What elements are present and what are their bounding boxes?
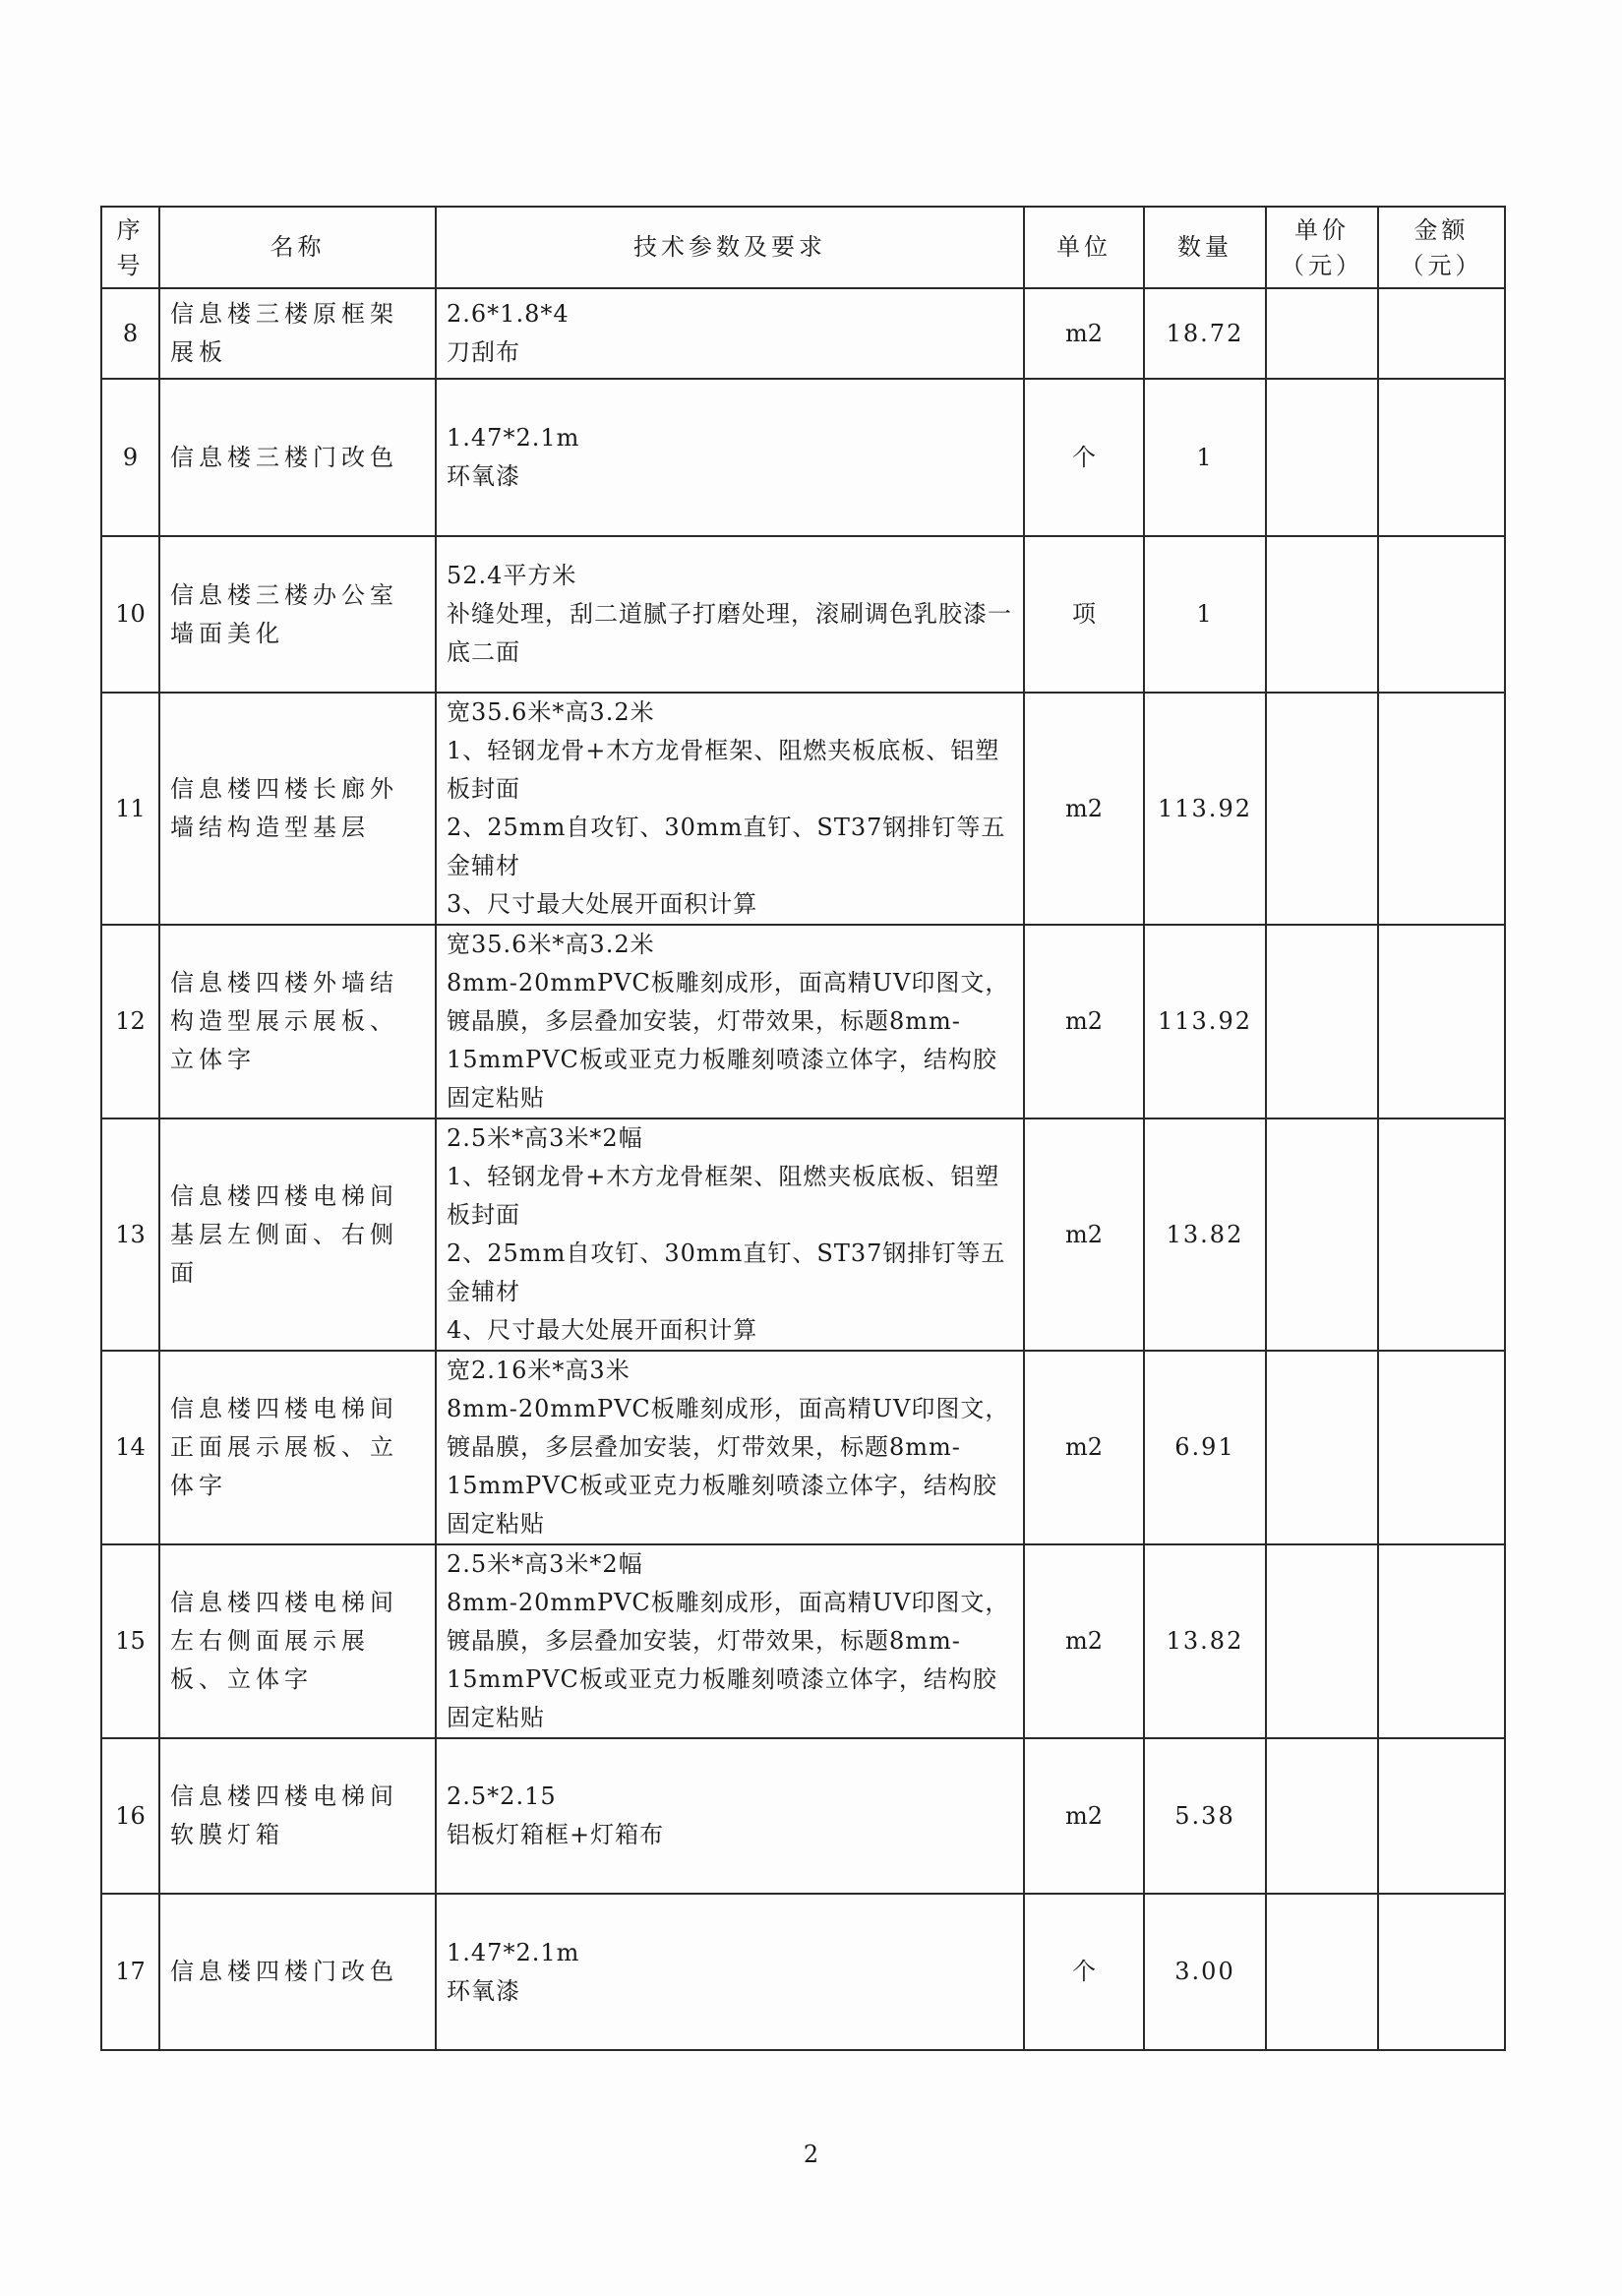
row-unit-price — [1266, 925, 1378, 1118]
row-seq: 17 — [101, 1894, 159, 2050]
row-name: 信息楼四楼外墙结构造型展示展板、立体字 — [159, 925, 436, 1118]
row-name: 信息楼四楼电梯间软膜灯箱 — [159, 1738, 436, 1894]
table-row — [101, 379, 1505, 536]
row-spec — [436, 379, 1024, 536]
row-unit-price — [1266, 288, 1378, 379]
row-seq: 12 — [101, 925, 159, 1118]
row-seq: 15 — [101, 1544, 159, 1738]
row-spec — [436, 1544, 1024, 1738]
row-unit: m2 — [1024, 693, 1144, 925]
row-unit: 项 — [1024, 536, 1144, 693]
spec-line: 1.47*2.1m — [447, 424, 580, 452]
row-seq: 14 — [101, 1351, 159, 1544]
row-quantity: 6.91 — [1144, 1351, 1266, 1544]
row-spec — [436, 1118, 1024, 1351]
row-unit: 个 — [1024, 1894, 1144, 2050]
row-amount — [1378, 1118, 1505, 1351]
row-seq: 16 — [101, 1738, 159, 1894]
header-seq: 序 号 — [101, 207, 159, 288]
row-unit-price — [1266, 1544, 1378, 1738]
spec-line: 3、尺寸最大处展开面积计算 — [447, 890, 758, 918]
row-amount — [1378, 536, 1505, 693]
row-unit-price — [1266, 1118, 1378, 1351]
row-unit: m2 — [1024, 925, 1144, 1118]
spec-line: 1、轻钢龙骨+木方龙骨框架、阻燃夹板底板、铝塑板封面 — [447, 737, 1000, 803]
spec-line: 宽35.6米*高3.2米 — [447, 698, 655, 726]
row-seq: 11 — [101, 693, 159, 925]
table-row — [101, 1118, 1505, 1351]
table-header-row — [101, 207, 1505, 288]
spec-line: 8mm-20mmPVC板雕刻成形，面高精UV印图文，镀晶膜，多层叠加安装，灯带效果，标题8mm-15mmPVC板或亚克力板雕刻喷漆立体字，结构胶固定粘贴 — [447, 1395, 1010, 1538]
row-unit-price — [1266, 1894, 1378, 2050]
row-unit: m2 — [1024, 288, 1144, 379]
header-name: 名称 — [159, 207, 436, 288]
row-spec — [436, 288, 1024, 379]
row-quantity: 18.72 — [1144, 288, 1266, 379]
table-row — [101, 693, 1505, 925]
spec-line: 2.5米*高3米*2幅 — [447, 1124, 643, 1152]
spec-line: 宽35.6米*高3.2米 — [447, 931, 655, 958]
spec-line: 1.47*2.1m — [447, 1938, 580, 1966]
table-row — [101, 925, 1505, 1118]
row-name: 信息楼四楼电梯间基层左侧面、右侧面 — [159, 1118, 436, 1351]
row-quantity: 1 — [1144, 536, 1266, 693]
row-unit: m2 — [1024, 1351, 1144, 1544]
header-amount: 金额 （元） — [1378, 207, 1505, 288]
table-row — [101, 288, 1505, 379]
table-row — [101, 1738, 1505, 1894]
header-unit: 单位 — [1024, 207, 1144, 288]
table-row — [101, 536, 1505, 693]
spec-line: 补缝处理，刮二道腻子打磨处理，滚刷调色乳胶漆一底二面 — [447, 600, 1012, 666]
row-unit-price — [1266, 536, 1378, 693]
row-quantity: 113.92 — [1144, 693, 1266, 925]
spec-line: 铝板灯箱框+灯箱布 — [447, 1821, 665, 1848]
header-spec: 技术参数及要求 — [436, 207, 1024, 288]
row-amount — [1378, 288, 1505, 379]
row-name: 信息楼四楼电梯间正面展示展板、立体字 — [159, 1351, 436, 1544]
row-unit: m2 — [1024, 1544, 1144, 1738]
row-spec — [436, 1351, 1024, 1544]
spec-line: 环氧漆 — [447, 462, 520, 490]
quotation-table — [100, 206, 1506, 2051]
table-row — [101, 1351, 1505, 1544]
row-spec — [436, 1738, 1024, 1894]
table-body — [101, 288, 1505, 2050]
spec-line: 环氧漆 — [447, 1976, 520, 2005]
spec-line: 8mm-20mmPVC板雕刻成形，面高精UV印图文，镀晶膜，多层叠加安装，灯带效果，标题8mm-15mmPVC板或亚克力板雕刻喷漆立体字，结构胶固定粘贴 — [447, 969, 1010, 1112]
spec-line: 刀刮布 — [447, 338, 520, 366]
row-spec — [436, 693, 1024, 925]
spec-line: 宽2.16米*高3米 — [447, 1357, 631, 1384]
row-quantity: 3.00 — [1144, 1894, 1266, 2050]
row-name: 信息楼三楼原框架展板 — [159, 288, 436, 379]
row-name: 信息楼四楼电梯间左右侧面展示展板、立体字 — [159, 1544, 436, 1738]
spec-line: 4、尺寸最大处展开面积计算 — [447, 1316, 758, 1344]
row-spec — [436, 1894, 1024, 2050]
row-unit: m2 — [1024, 1738, 1144, 1894]
row-unit: 个 — [1024, 379, 1144, 536]
row-name: 信息楼四楼门改色 — [159, 1894, 436, 2050]
header-unit-price: 单价 （元） — [1266, 207, 1378, 288]
row-unit: m2 — [1024, 1118, 1144, 1351]
table-row — [101, 1544, 1505, 1738]
row-unit-price — [1266, 1351, 1378, 1544]
row-seq: 10 — [101, 536, 159, 693]
row-seq: 13 — [101, 1118, 159, 1351]
table-row — [101, 1894, 1505, 2050]
row-amount — [1378, 1894, 1505, 2050]
spec-line: 52.4平方米 — [447, 562, 577, 589]
spec-line: 2.6*1.8*4 — [447, 300, 570, 328]
row-quantity: 13.82 — [1144, 1118, 1266, 1351]
row-spec — [436, 925, 1024, 1118]
row-amount — [1378, 1738, 1505, 1894]
row-quantity: 5.38 — [1144, 1738, 1266, 1894]
row-amount — [1378, 925, 1505, 1118]
row-unit-price — [1266, 379, 1378, 536]
row-name: 信息楼三楼门改色 — [159, 379, 436, 536]
row-quantity: 13.82 — [1144, 1544, 1266, 1738]
row-name: 信息楼三楼办公室墙面美化 — [159, 536, 436, 693]
spec-line: 8mm-20mmPVC板雕刻成形，面高精UV印图文，镀晶膜，多层叠加安装，灯带效果，标题8mm-15mmPVC板或亚克力板雕刻喷漆立体字，结构胶固定粘贴 — [447, 1589, 1010, 1731]
spec-line: 2.5米*高3米*2幅 — [447, 1550, 643, 1578]
page-number: 2 — [803, 2141, 819, 2168]
spec-line: 1、轻钢龙骨+木方龙骨框架、阻燃夹板底板、铝塑板封面 — [447, 1163, 1000, 1229]
row-seq: 8 — [101, 288, 159, 379]
row-amount — [1378, 1351, 1505, 1544]
row-amount — [1378, 1544, 1505, 1738]
row-quantity: 1 — [1144, 379, 1266, 536]
row-seq: 9 — [101, 379, 159, 536]
spec-line: 2.5*2.15 — [447, 1782, 557, 1810]
row-unit-price — [1266, 1738, 1378, 1894]
spec-line: 2、25mm自攻钉、30mm直钉、ST37钢排钉等五金辅材 — [447, 814, 1006, 879]
row-spec — [436, 536, 1024, 693]
row-quantity: 113.92 — [1144, 925, 1266, 1118]
spec-line: 2、25mm自攻钉、30mm直钉、ST37钢排钉等五金辅材 — [447, 1239, 1006, 1305]
row-unit-price — [1266, 693, 1378, 925]
row-name: 信息楼四楼长廊外墙结构造型基层 — [159, 693, 436, 925]
header-qty: 数量 — [1144, 207, 1266, 288]
row-amount — [1378, 379, 1505, 536]
row-amount — [1378, 693, 1505, 925]
